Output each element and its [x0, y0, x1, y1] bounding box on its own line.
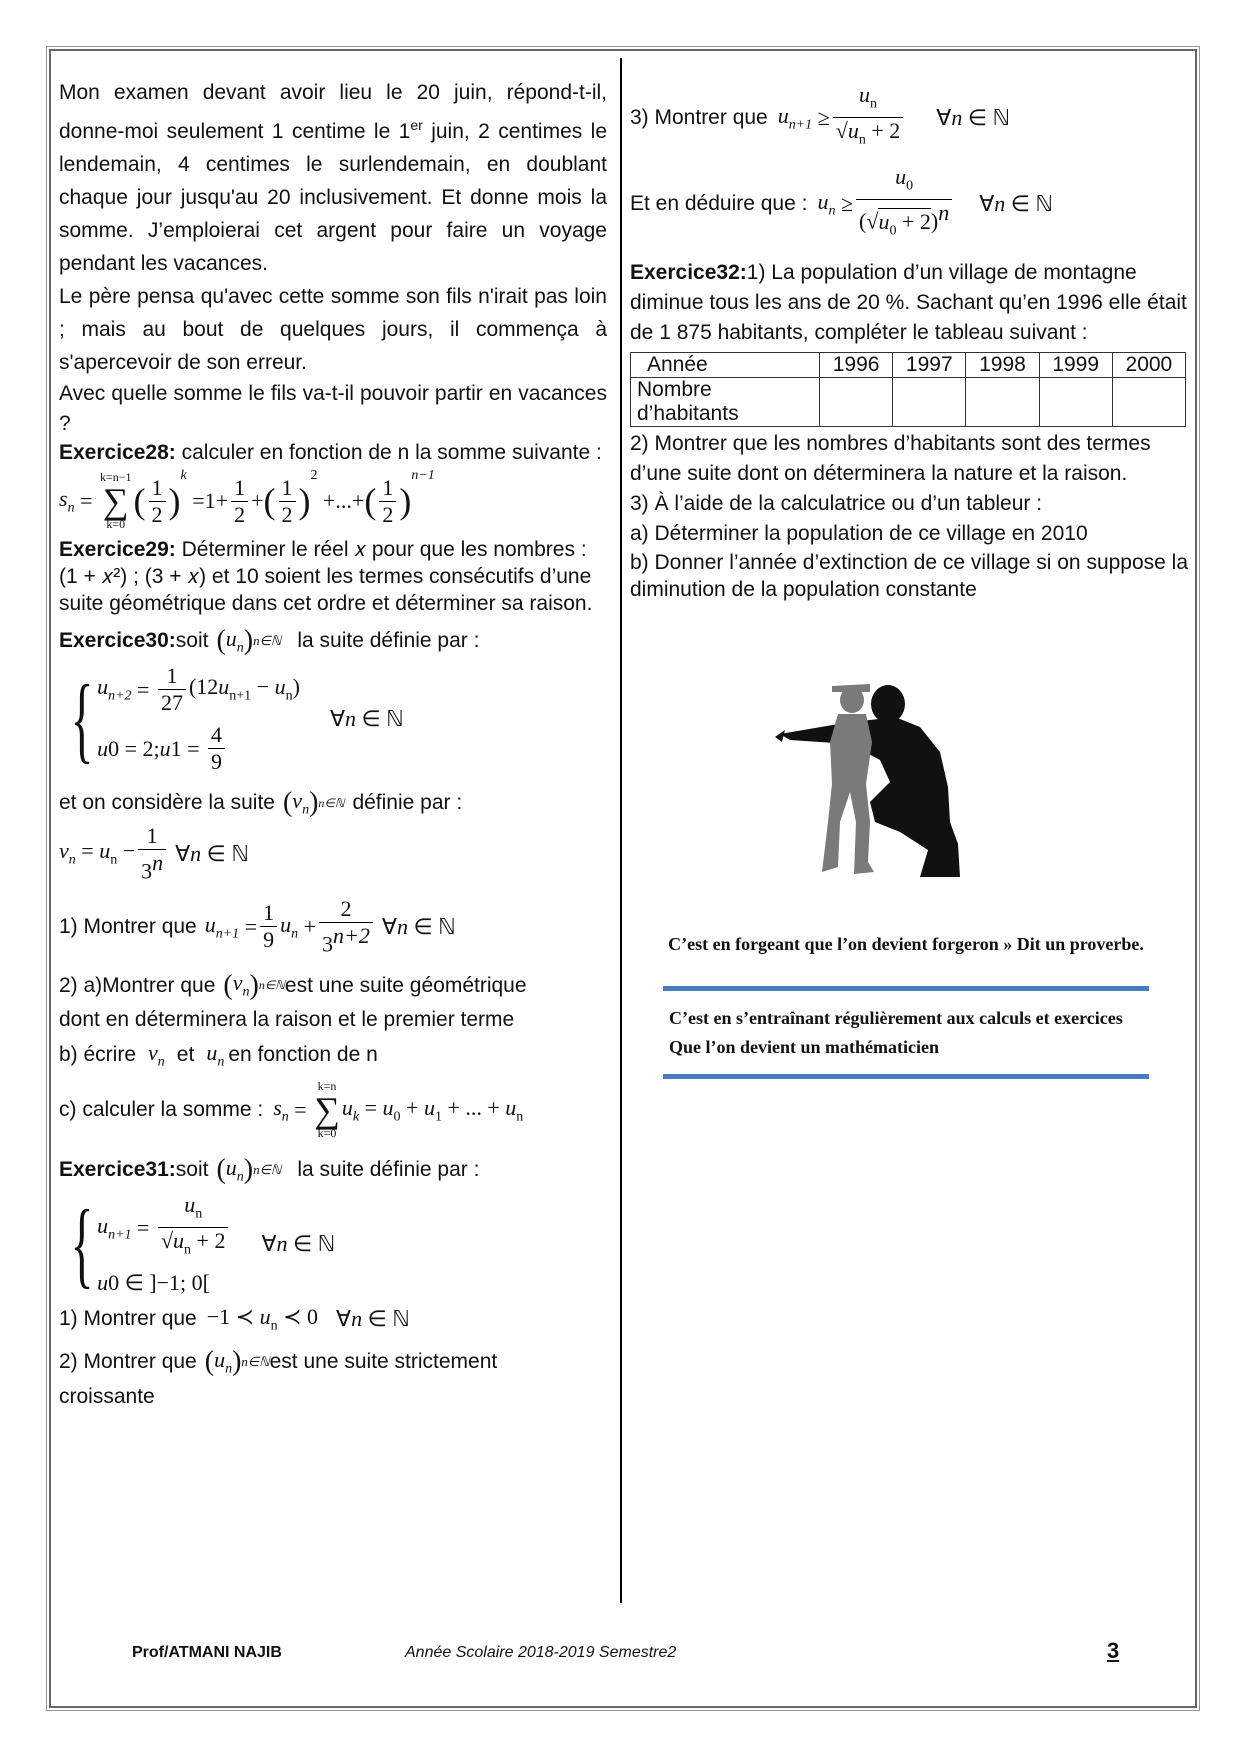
exercise-28: Exercice28: calculer en fonction de n la somme suivante :	[59, 441, 602, 464]
quote-divider-bottom	[663, 1074, 1149, 1079]
page-number: 3	[1107, 1638, 1120, 1663]
population-table	[630, 352, 1186, 427]
table-cell-empty[interactable]	[1039, 377, 1112, 426]
ex30-header: Exercice30: soit ( $u_n$ ) n∈ℕ la suite définie par :	[59, 625, 480, 656]
table-cell-empty[interactable]	[893, 377, 966, 426]
intro-paragraph-3: Avec quelle somme le fils va-t-il pouvoir partir en vacances ?	[59, 382, 607, 435]
ex30-q1: 1) Montrer que $u_{n+1}$ = $\frac{1}{9}$ $u_n$ + $\frac{2}{3^{n+2}}$ ∀n ∈ ℕ	[59, 896, 456, 957]
exercise-32: Exercice32:1) La population d’un village de montagne diminue tous les ans de 20 %. Sachant qu’en 1996 elle était de 1 875 habitants, compléter le tableau suivant :	[630, 260, 1187, 344]
ex32-q3: 3) À l’aide de la calculatrice ou d’un tableur :	[630, 491, 1043, 515]
table-cell-empty[interactable]	[1112, 377, 1185, 426]
table-row	[631, 352, 1186, 377]
ex30-system: { $u_{n+2}$ = $\frac{1}{27}$ $(12u_{n+1} - u_n)$ u 0 = 2; u 1 = $\frac{4}{9}$ ∀n ∈ ℕ	[70, 663, 404, 774]
table-cell-year: 1996	[820, 352, 893, 377]
ex31-q2-cont: croissante	[59, 1385, 155, 1409]
ex30-q2b: b) écrire $v_n$ et $u_n$ en fonction de n	[59, 1039, 378, 1070]
ex32-q3a: a) Déterminer la population de ce village en 2010	[630, 521, 1088, 545]
footer-year: Année Scolaire 2018-2019 Semestre2	[405, 1644, 677, 1661]
right-column	[630, 82, 1190, 603]
left-column	[59, 76, 607, 1416]
ex31-q3: 3) Montrer que $u_{n+1}$ ≥ $\frac{u_n}{√u_n + 2}$ ∀n ∈ ℕ	[630, 82, 1011, 148]
table-header-population: Nombre d’habitants	[631, 377, 820, 426]
exercise-29: Exercice29: Déterminer le réel 𝑥 pour que les nombres : (1 + 𝑥²) ; (3 + 𝑥) et 10 soient les termes consécutifs d’une suite géométrique dans cet ordre et déterminer sa raison.	[59, 538, 593, 615]
table-cell-empty[interactable]	[820, 377, 893, 426]
ex31-header: Exercice31: soit ( $u_n$ ) n∈ℕ la suite définie par :	[59, 1154, 480, 1186]
table-cell-year: 2000	[1112, 352, 1185, 377]
ex31-q1: 1) Montrer que −1 ≺ $u_n$ ≺ 0 ∀n ∈ ℕ	[59, 1303, 410, 1334]
column-divider	[620, 58, 622, 1603]
table-cell-year: 1997	[893, 352, 966, 377]
table-cell-year: 1999	[1039, 352, 1112, 377]
ex31-q2: 2) Montrer que ( $u_n$ ) n∈ℕ est une suite strictement	[59, 1346, 498, 1378]
ex30-q2c: c) calculer la somme : $s_n$ = k=n ∑ k=0 $u_k$ = $u_0 + u_1$ + ... + $u_n$	[59, 1079, 524, 1141]
table-row	[631, 377, 1186, 426]
ex32-q3b: b) Donner l’année d’extinction de ce village si on suppose la diminution de la population constante	[630, 550, 1189, 601]
ex32-q2: 2) Montrer que les nombres d’habitants sont des termes d’une suite dont on déterminera la nature et la raison.	[630, 431, 1151, 485]
ex30-q2a: 2) a)Montrer que ( $v_n$ ) n∈ℕ est une suite géométrique	[59, 969, 527, 1001]
table-cell-empty[interactable]	[966, 377, 1039, 426]
math-quote: C’est en s’entraînant régulièrement aux calculs et exercices Que l’on devient un mathématicien	[669, 1008, 1123, 1057]
ex30-q2a-cont: dont en déterminera la raison et le premier terme	[59, 1007, 515, 1031]
footer-author: Prof/ATMANI NAJIB	[132, 1644, 282, 1661]
ex30-vn-def: $v_n$ = $u_n$ − $\frac{1}{3^n}$ ∀n ∈ ℕ	[59, 823, 249, 884]
intro-paragraph-2: Le père pensa qu'avec cette somme son fils n'irait pas loin ; mais au bout de quelques jours, il commença à s'apercevoir de son erreur.	[59, 285, 607, 374]
table-header-year: Année	[631, 352, 820, 377]
quote-divider-top	[663, 986, 1149, 991]
father-son-silhouette-illustration	[770, 672, 1000, 887]
ex30-consider: et on considère la suite ( $v_n$ ) n∈ℕ définie par :	[59, 787, 463, 818]
ex28-formula: $s_n$ = k=n−1 ∑ k=0 ( $\frac{1}{2}$ ) $^k$ =1+ $\frac{1}{2}$ + ( $\frac{1}{2}$ ) $^2$ +...+ ( $\frac{1}{2}$ ) $^{n-1}$	[59, 468, 435, 531]
ex31-system: { $u_{n+1}$ = $\frac{u_n}{√u_n + 2}$ u 0 ∈ ]−1; 0[ ∀n ∈ ℕ	[70, 1189, 336, 1297]
child-silhouette	[822, 684, 874, 874]
ex31-deduce: Et en déduire que : $u_n$ ≥ $\frac{u_0}{(√u_0 + 2)^n}$ ∀n ∈ ℕ	[630, 163, 1054, 238]
intro-paragraph-1: Mon examen devant avoir lieu le 20 juin, répond-t-il, donne-moi seulement 1 centime le 1er juin, 2 centimes le lendemain, 4 centimes le surlendemain, en doublant chaque jour jusqu'au 20 inclusivement. Et donne mois la somme. J’emploierai cet argent pour faire un voyage pendant les vacances.	[59, 81, 607, 275]
table-cell-year: 1998	[966, 352, 1039, 377]
proverb-quote: C’est en forgeant que l’on devient forgeron » Dit un proverbe.	[668, 934, 1144, 954]
